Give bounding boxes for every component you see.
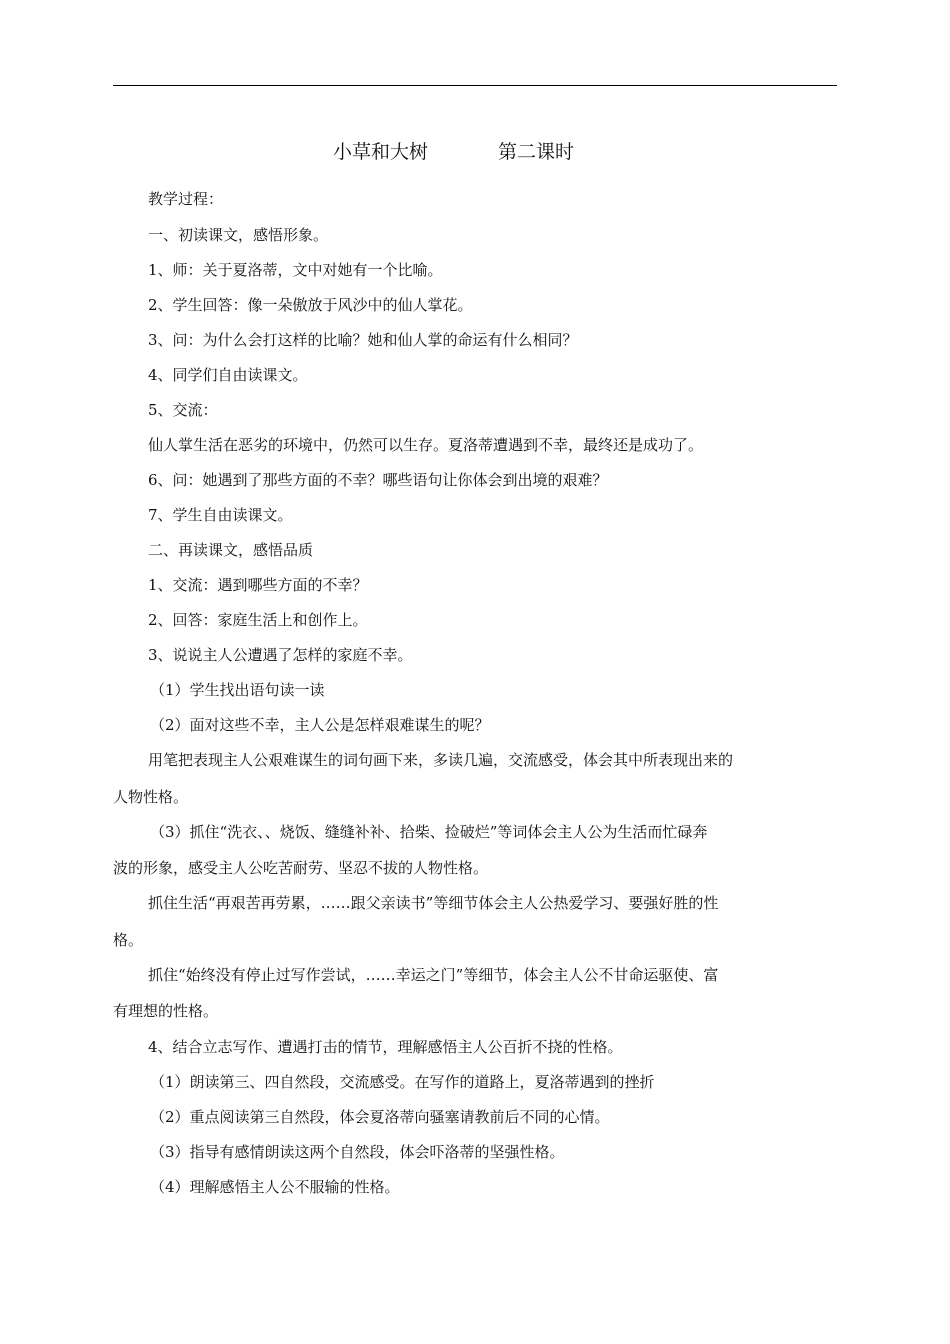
lesson-title-name: 小草和大树 (333, 141, 429, 163)
text-line: 1、师：关于夏洛蒂，文中对她有一个比喻。 (148, 261, 443, 279)
text-line: 5、交流： (148, 401, 218, 419)
text-line: 6、问：她遇到了那些方面的不幸？哪些语句让你体会到出境的艰难？ (148, 471, 608, 489)
text-line: 4、结合立志写作、遭遇打击的情节，理解感悟主人公百折不挠的性格。 (148, 1038, 623, 1056)
text-line: （1）朗读第三、四自然段，交流感受。在写作的道路上，夏洛蒂遇到的挫折 (150, 1073, 655, 1091)
text-line: 用笔把表现主人公艰难谋生的词句画下来，多读几遍，交流感受，体会其中所表现出来的 (148, 751, 734, 769)
text-line: 格。 (113, 931, 144, 949)
text-line: （4）理解感悟主人公不服输的性格。 (150, 1178, 400, 1196)
text-line: 1、交流：遇到哪些方面的不幸？ (148, 576, 368, 594)
text-line: 抓住生活“再艰苦再劳累，……跟父亲读书”等细节体会主人公热爱学习、要强好胜的性 (148, 894, 719, 912)
text-line: 波的形象，感受主人公吃苦耐劳、坚忍不拔的人物性格。 (113, 859, 489, 877)
text-line: （3）抓住“洗衣、、烧饭、缝缝补补、拾柴、捡破烂”等词体会主人公为生活而忙碌奔 (150, 823, 708, 841)
text-line: 仙人掌生活在恶劣的环境中，仍然可以生存。夏洛蒂遭遇到不幸，最终还是成功了。 (148, 436, 704, 454)
text-line: 教学过程： (148, 190, 224, 208)
text-line: 3、问：为什么会打这样的比喻？她和仙人掌的命运有什么相同？ (148, 331, 578, 349)
header-rule (113, 85, 837, 86)
text-line: 4、同学们自由读课文。 (148, 366, 308, 384)
section-heading: 二、再读课文，感悟品质 (148, 541, 314, 559)
text-line: 抓住“始终没有停止过写作尝试，……幸运之门”等细节，体会主人公不甘命运驱使、富 (148, 966, 719, 984)
text-line: 2、学生回答：像一朵傲放于风沙中的仙人掌花。 (148, 296, 473, 314)
lesson-title-session: 第二课时 (498, 141, 575, 163)
lesson-title (333, 138, 574, 166)
section-heading: 一、初读课文，感悟形象。 (148, 226, 329, 244)
text-line: （3）指导有感情朗读这两个自然段，体会吓洛蒂的坚强性格。 (150, 1143, 565, 1161)
text-line: 有理想的性格。 (113, 1002, 219, 1020)
text-line: 7、学生自由读课文。 (148, 506, 293, 524)
text-line: （1）学生找出语句读一读 (150, 681, 325, 699)
text-line: 2、回答：家庭生活上和创作上。 (148, 611, 368, 629)
text-line: 人物性格。 (113, 788, 189, 806)
text-line: （2）重点阅读第三自然段，体会夏洛蒂向骚塞请教前后不同的心情。 (150, 1108, 610, 1126)
text-line: 3、说说主人公遭遇了怎样的家庭不幸。 (148, 646, 413, 664)
text-line: （2）面对这些不幸，主人公是怎样艰难谋生的呢？ (150, 716, 490, 734)
